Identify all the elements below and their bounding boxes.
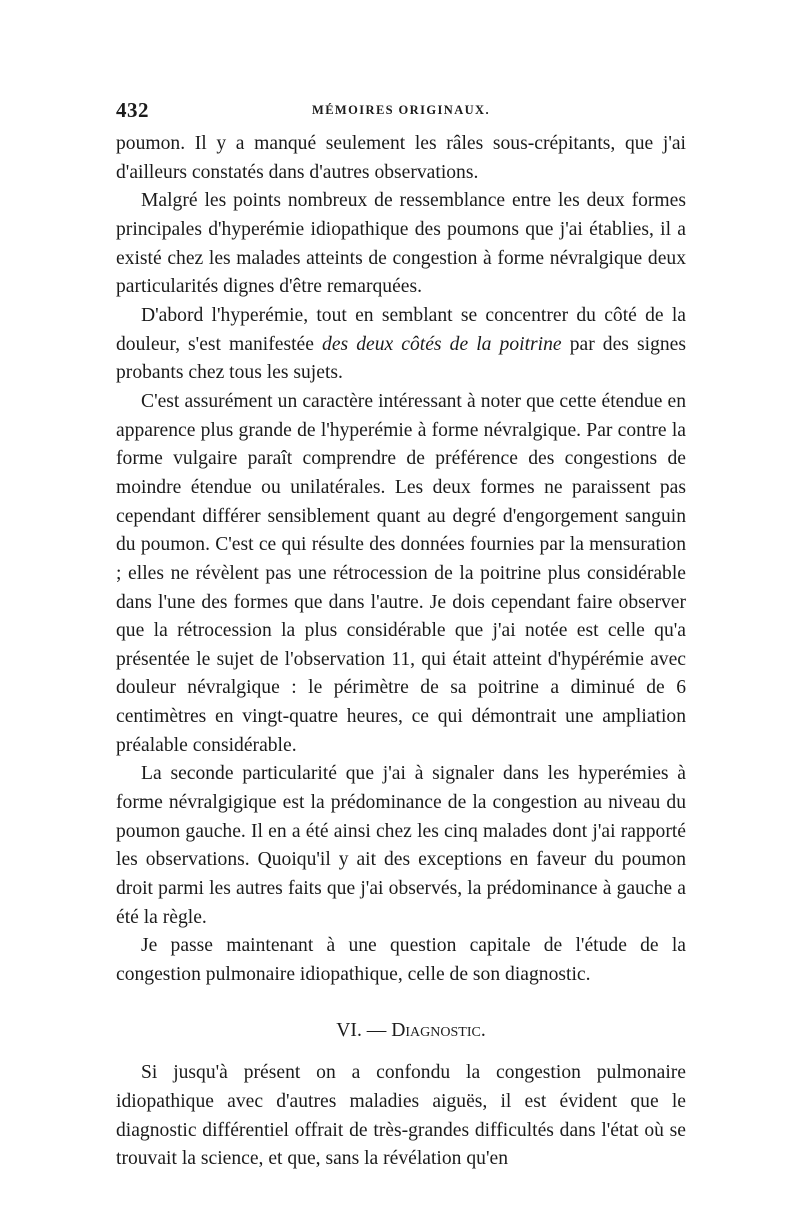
paragraph-7-text: Si jusqu'à présent on a confondu la congestion pulmonaire idiopathique avec d'autres maladies aiguës, il est évident que le diagnostic différentiel offrait de très-grandes difficultés dans l'état où se trouvait la science, et que, sans la révélation qu'en xyxy=(116,1062,686,1170)
paragraph-3-emphasis: des deux côtés de la poitrine xyxy=(322,333,562,355)
paragraph-3-text-end: par des signes probants chez tous les sujets. xyxy=(116,333,686,384)
paragraph-6 xyxy=(116,932,686,989)
paragraph-1 xyxy=(116,130,686,187)
running-head: MÉMOIRES ORIGINAUX. xyxy=(312,103,490,117)
paragraph-7 xyxy=(116,1059,686,1174)
paragraph-5-text: La seconde particularité que j'ai à signaler dans les hyperémies à forme névralgigique est la prédominance de la congestion au niveau du poumon gauche. Il en a été ainsi chez les cinq malades dont j'ai rapporté les observations. Quoiqu'il y ait des exceptions en faveur du poumon droit parmi les autres faits que j'ai observés, la prédominance à gauche a été la règle. xyxy=(116,763,686,928)
paragraph-3-text-start: D'abord l'hyperémie, tout en semblant se concentrer du côté de la douleur, s'est manifestée xyxy=(116,304,686,355)
paragraph-6-text: Je passe maintenant à une question capitale de l'étude de la congestion pulmonaire idiopathique, celle de son diagnostic. xyxy=(116,935,686,986)
section-title: Diagnostic. xyxy=(391,1019,486,1041)
page-header xyxy=(116,98,686,124)
paragraph-3 xyxy=(116,302,686,388)
paragraph-2 xyxy=(116,187,686,302)
paragraph-4-text: C'est assurément un caractère intéressant à noter que cette étendue en apparence plus grande de l'hyperémie à forme névralgique. Par contre la forme vulgaire paraît comprendre de préférence des congestions de moindre étendue ou unilatérales. Les deux formes ne paraissent pas cependant différer sensiblement quant au degré d'engorgement sanguin du poumon. C'est ce qui résulte des données fournies par la mensuration ; elles ne révèlent pas une rétrocession de la poitrine plus considérable dans l'une des formes que dans l'autre. Je dois cependant faire observer que la rétrocession la plus considérable que j'ai notée est celle qu'a présentée le sujet de l'observation 11, qui était atteint d'hypérémie avec douleur névralgique : le périmètre de sa poitrine a diminué de 6 centimètres en vingt-quatre heures, ce qui démontrait une ampliation préalable considérable. xyxy=(116,390,686,756)
book-page xyxy=(116,98,686,1174)
body-text xyxy=(116,130,686,1174)
paragraph-2-text: Malgré les points nombreux de ressemblance entre les deux formes principales d'hyperémie idiopathique des poumons que j'ai établies, il a existé chez les malades atteints de congestion à forme névralgique deux particularités dignes d'être remarquées. xyxy=(116,190,686,298)
paragraph-5 xyxy=(116,760,686,932)
page-number: 432 xyxy=(116,98,149,122)
section-heading xyxy=(116,1017,686,1046)
paragraph-4 xyxy=(116,388,686,761)
section-number: VI. — xyxy=(336,1019,392,1041)
paragraph-1-text: poumon. Il y a manqué seulement les râles sous-crépitants, que j'ai d'ailleurs constatés dans d'autres observations. xyxy=(116,133,686,183)
